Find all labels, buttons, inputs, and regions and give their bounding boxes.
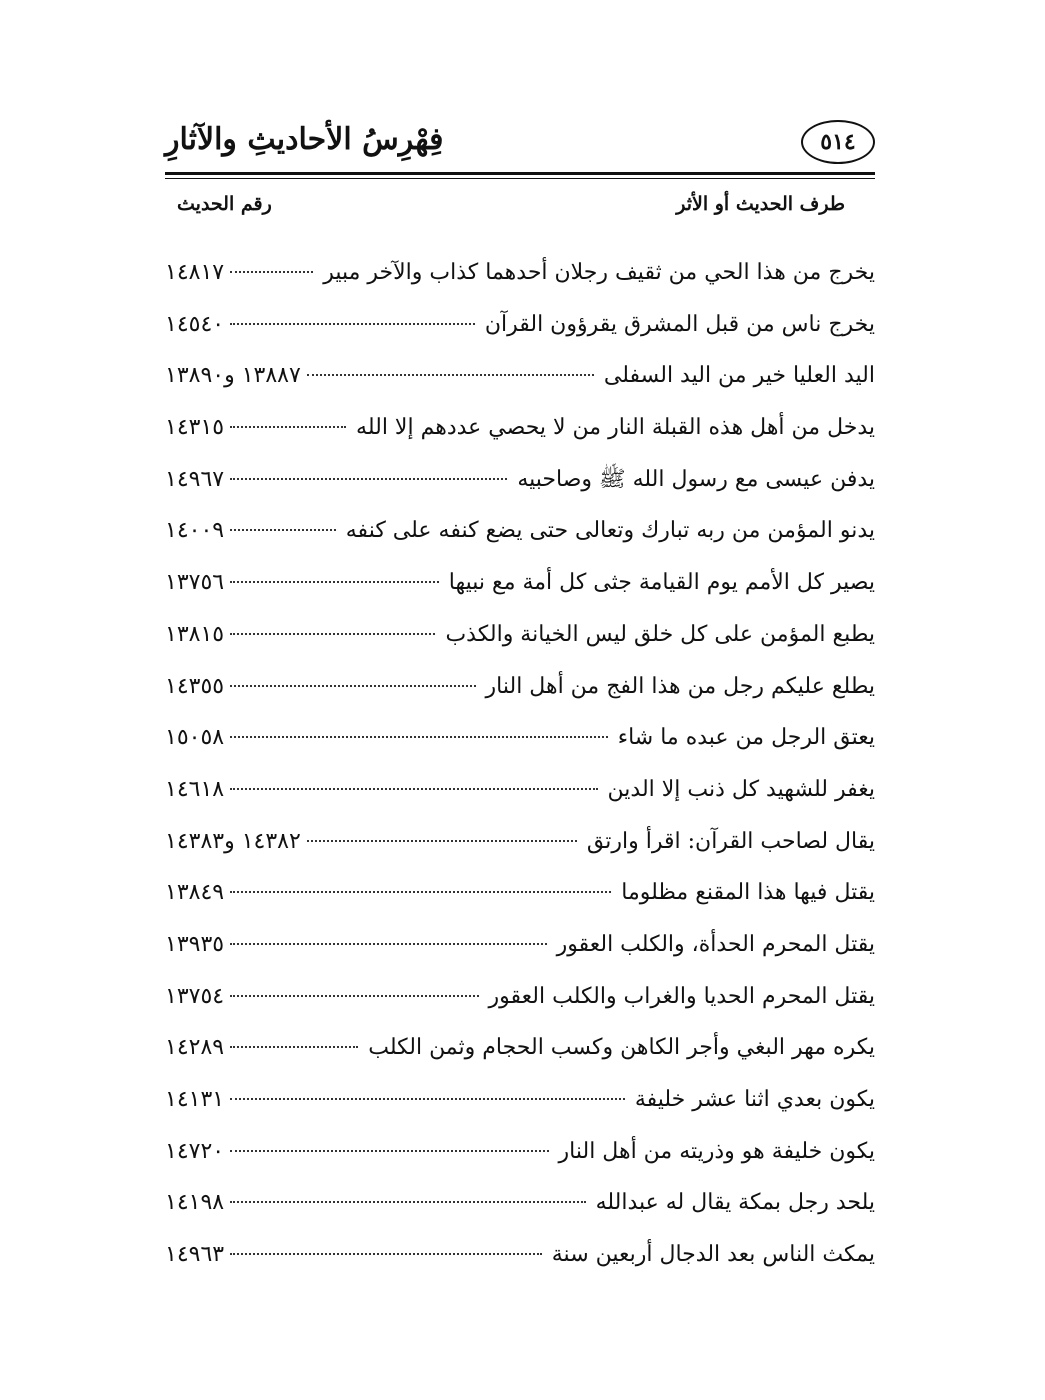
entry-text: يقال لصاحب القرآن: اقرأ وارتق bbox=[586, 828, 875, 854]
dot-leader bbox=[230, 271, 313, 273]
running-head bbox=[165, 110, 875, 166]
index-entry bbox=[165, 505, 875, 557]
index-entry bbox=[165, 557, 875, 609]
dot-leader bbox=[230, 1150, 548, 1152]
column-header-number: رقم الحديث bbox=[177, 193, 272, 215]
page-number-badge: ٥١٤ bbox=[801, 120, 875, 164]
page-title: فِهْرِسُ الأحاديثِ والآثارِ bbox=[165, 122, 444, 157]
entry-number: ١٣٨١٥ bbox=[165, 621, 225, 647]
index-entries bbox=[165, 247, 875, 1281]
index-entry bbox=[165, 402, 875, 454]
entry-text: يطلع عليكم رجل من هذا الفج من أهل النار bbox=[485, 673, 875, 699]
index-entry bbox=[165, 350, 875, 402]
entry-number: ١٤٨١٧ bbox=[165, 260, 225, 285]
entry-text: يخرج ناس من قبل المشرق يقرؤون القرآن bbox=[484, 311, 875, 337]
entry-number: ١٤٠٠٩ bbox=[165, 518, 225, 544]
dot-leader bbox=[307, 374, 594, 376]
entry-number: ١٤٧٢٠ bbox=[165, 1138, 225, 1164]
dot-leader bbox=[230, 736, 608, 738]
entry-number: ١٤١٣١ bbox=[165, 1087, 225, 1112]
entry-text: يقتل فيها هذا المقنع مظلوما bbox=[621, 880, 875, 906]
entry-text: يطبع المؤمن على كل خلق ليس الخيانة والكذب bbox=[445, 621, 875, 647]
entry-text: يدنو المؤمن من ربه تبارك وتعالى حتى يضع كنفه على كنفه bbox=[345, 518, 875, 544]
dot-leader bbox=[230, 1201, 585, 1203]
column-header-hadith: طرف الحديث أو الأثر bbox=[676, 193, 845, 215]
entry-number: ١٤٩٦٧ bbox=[165, 466, 225, 492]
index-entry bbox=[165, 609, 875, 661]
dot-leader bbox=[230, 1098, 625, 1100]
dot-leader bbox=[230, 323, 475, 325]
index-entry bbox=[165, 1022, 875, 1074]
header-rule-thin bbox=[165, 178, 875, 179]
index-page bbox=[165, 110, 875, 1281]
index-entry bbox=[165, 454, 875, 506]
entry-text: يخرج من هذا الحي من ثقيف رجلان أحدهما كذاب والآخر مبير bbox=[323, 260, 875, 285]
index-entry bbox=[165, 1229, 875, 1281]
dot-leader bbox=[230, 788, 597, 790]
index-entry bbox=[165, 867, 875, 919]
index-entry bbox=[165, 712, 875, 764]
index-entry bbox=[165, 816, 875, 868]
entry-number: ١٣٨٨٧ و١٣٨٩٠ bbox=[165, 363, 301, 389]
index-entry bbox=[165, 1126, 875, 1178]
index-entry bbox=[165, 661, 875, 713]
dot-leader bbox=[230, 426, 346, 428]
entry-number: ١٤٣٨٢ و١٤٣٨٣ bbox=[165, 828, 301, 854]
column-headers bbox=[165, 193, 875, 227]
index-entry bbox=[165, 299, 875, 351]
dot-leader bbox=[230, 529, 336, 531]
dot-leader bbox=[230, 685, 475, 687]
dot-leader bbox=[230, 1253, 542, 1255]
dot-leader bbox=[230, 478, 507, 480]
entry-number: ١٥٠٥٨ bbox=[165, 725, 225, 751]
dot-leader bbox=[230, 633, 435, 635]
entry-text: اليد العليا خير من اليد السفلى bbox=[603, 363, 875, 389]
entry-text: يمكث الناس بعد الدجال أربعين سنة bbox=[551, 1242, 875, 1268]
dot-leader bbox=[230, 995, 478, 997]
entry-number: ١٤٥٤٠ bbox=[165, 311, 225, 337]
entry-text: يكون خليفة هو وذريته من أهل النار bbox=[558, 1138, 875, 1164]
entry-number: ١٤٦١٨ bbox=[165, 776, 225, 802]
entry-text: يغفر للشهيد كل ذنب إلا الدين bbox=[607, 776, 875, 802]
index-entry bbox=[165, 764, 875, 816]
entry-text: يكره مهر البغي وأجر الكاهن وكسب الحجام وثمن الكلب bbox=[368, 1035, 875, 1061]
entry-number: ١٣٧٥٦ bbox=[165, 570, 225, 596]
dot-leader bbox=[230, 1046, 358, 1048]
entry-text: يصير كل الأمم يوم القيامة جثى كل أمة مع نبيها bbox=[448, 570, 875, 596]
header-rule-thick bbox=[165, 172, 875, 175]
entry-text: يدفن عيسى مع رسول الله ﷺ وصاحبيه bbox=[517, 466, 875, 492]
entry-text: يكون بعدي اثنا عشر خليفة bbox=[634, 1087, 875, 1112]
dot-leader bbox=[230, 891, 611, 893]
entry-text: يلحد رجل بمكة يقال له عبدالله bbox=[595, 1190, 875, 1216]
index-entry bbox=[165, 247, 875, 299]
entry-number: ١٣٨٤٩ bbox=[165, 880, 225, 906]
entry-number: ١٤٣٥٥ bbox=[165, 673, 225, 699]
dot-leader bbox=[230, 943, 547, 945]
dot-leader bbox=[307, 840, 577, 842]
entry-number: ١٣٧٥٤ bbox=[165, 983, 225, 1009]
entry-text: يقتل المحرم الحديا والغراب والكلب العقور bbox=[488, 983, 875, 1009]
entry-number: ١٤٣١٥ bbox=[165, 415, 225, 441]
index-entry bbox=[165, 919, 875, 971]
entry-number: ١٤١٩٨ bbox=[165, 1190, 225, 1216]
entry-text: يدخل من أهل هذه القبلة النار من لا يحصي عددهم إلا الله bbox=[356, 415, 875, 441]
entry-text: يعتق الرجل من عبده ما شاء bbox=[617, 725, 875, 751]
index-entry bbox=[165, 1177, 875, 1229]
index-entry bbox=[165, 971, 875, 1023]
dot-leader bbox=[230, 581, 439, 583]
entry-number: ١٤٢٨٩ bbox=[165, 1035, 225, 1061]
entry-text: يقتل المحرم الحدأة، والكلب العقور bbox=[556, 931, 875, 957]
entry-number: ١٤٩٦٣ bbox=[165, 1242, 225, 1268]
entry-number: ١٣٩٣٥ bbox=[165, 931, 225, 957]
index-entry bbox=[165, 1074, 875, 1126]
